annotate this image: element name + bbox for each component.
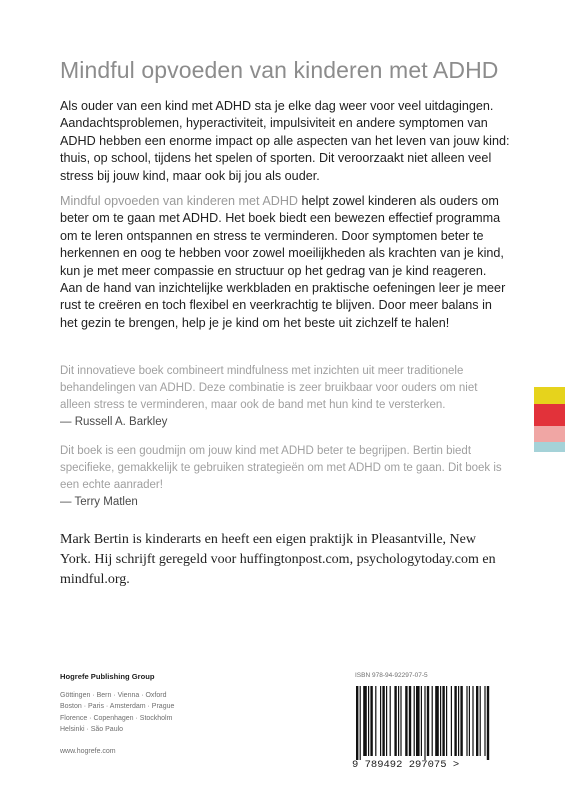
barcode-number: 9 789492 297075 >: [352, 759, 460, 771]
description-lead: Mindful opvoeden van kinderen met ADHD: [60, 194, 299, 208]
quote-author: — Russell A. Barkley: [60, 416, 168, 428]
book-title: Mindful opvoeden van kinderen met ADHD: [60, 57, 499, 83]
author-bio: Mark Bertin is kinderarts en heeft een eigen praktijk in Pleasantville, New York. Hij schrijft geregeld voor huffingtonpost.com, psychologytoday.com en mindful.org.: [60, 532, 496, 587]
quote-text: Dit innovatieve boek combineert mindfulness met inzichten uit meer traditionele behandelingen van ADHD. Deze combinatie is zeer bruikbaar voor ouders om niet alleen stress te verminderen, maar ook de band met hun kind te versterken.: [60, 365, 478, 411]
accent-band-blue: [534, 442, 565, 452]
endorsement-quote: [60, 443, 510, 511]
barcode-bars: [352, 684, 510, 760]
isbn-label: ISBN 978-94-92297-07-5: [355, 672, 428, 679]
city-line: Boston · Paris · Amsterdam · Prague: [60, 703, 175, 711]
city-line: Helsinki · São Paulo: [60, 725, 124, 733]
city-line: Göttingen · Bern · Vienna · Oxford: [60, 692, 167, 699]
publisher-cities: [60, 690, 174, 735]
description-body: helpt zowel kinderen als ouders om beter om te gaan met ADHD. Het boek biedt een bewezen effectief programma om te leren ontspannen en stress te verminderen. Door symptomen beter te herkennen en oog te hebben voor zowel moeilijkheden als krachten van je kind, kun je met meer compassie en structuur op het gedrag van je kind reageren. Aan de hand van inzichtelijke werkbladen en praktische oefeningen leer je meer rust te creëren en toch flexibel en veerkrachtig te blijven. Door meer balans in het gezin te brengen, help je je kind om het beste uit zichzelf te halen!: [60, 194, 506, 330]
accent-band-yellow: [534, 387, 565, 404]
intro-paragraph: Als ouder van een kind met ADHD sta je elke dag weer voor veel uitdagingen. Aandachtsproblemen, hyperactiviteit, impulsiviteit en andere symptomen van ADHD hebben een enorme impact op alle aspecten van het leven van jouw kind: thuis, op school, tijdens het spelen of sporten. Dit veroorzaakt niet alleen veel stress bij jouw kind, maar ook bij jou als ouder.: [60, 99, 510, 183]
quote-author: — Terry Matlen: [60, 496, 138, 508]
barcode: [352, 684, 510, 760]
accent-band-red: [534, 404, 565, 426]
accent-band-pink: [534, 426, 565, 442]
publisher-website: www.hogrefe.com: [60, 748, 116, 755]
endorsement-quote: [60, 363, 510, 431]
quote-text: Dit boek is een goudmijn om jouw kind met ADHD beter te begrijpen. Bertin biedt specifieke, gemakkelijk te gebruiken strategieën om met ADHD om te gaan. Dit boek is een echte aanrader!: [60, 445, 502, 491]
city-line: Florence · Copenhagen · Stockholm: [60, 714, 173, 722]
description-paragraph: [60, 193, 510, 332]
publisher-name: Hogrefe Publishing Group: [60, 672, 155, 681]
